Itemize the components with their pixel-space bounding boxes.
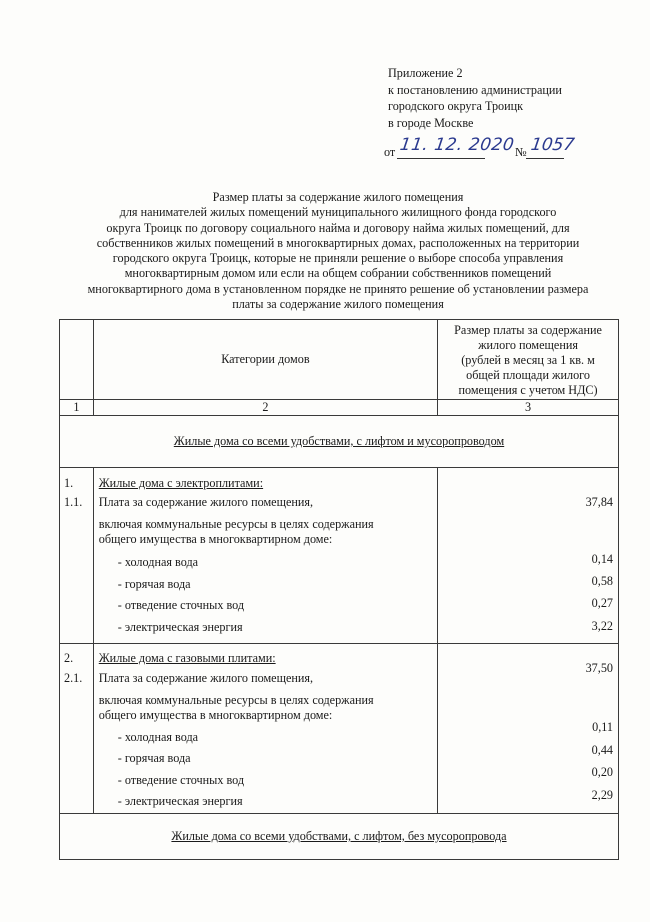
resource-value: 3,22 <box>591 619 613 633</box>
heading-line: округа Троицк по договору социального найма и договору найма жилых помещений, для <box>106 220 570 235</box>
appendix-line: в городе Москве <box>388 115 474 130</box>
appendix-line: к постановлению администрации <box>388 82 562 97</box>
fee-table <box>59 319 619 860</box>
appendix-line: Приложение 2 <box>388 66 463 80</box>
fee-value: 37,84 <box>585 495 613 509</box>
block-number: 1. <box>64 476 74 490</box>
decree-reference <box>384 135 584 163</box>
heading-line: для нанимателей жилых помещений муниципального жилищного фонда городского <box>119 205 557 220</box>
resource-item: - электрическая энергия <box>117 794 243 808</box>
resource-value: 0,11 <box>592 720 613 734</box>
appendix-line: городского округа Троицк <box>388 99 524 113</box>
date-prefix: от <box>384 145 396 159</box>
number-underline <box>526 158 564 159</box>
block-number-cell <box>60 644 94 814</box>
block-title: Жилые дома с газовыми плитами: <box>98 651 276 665</box>
resource-value: 0,27 <box>591 596 613 610</box>
fee-label: Плата за содержание жилого помещения, <box>98 671 314 685</box>
header-fee-line: Размер платы за содержание <box>454 323 602 337</box>
resource-item: - электрическая энергия <box>117 620 243 634</box>
block-number-cell <box>60 468 94 644</box>
decree-number: 1057 <box>529 135 576 155</box>
section-title: Жилые дома со всеми удобствами, с лифтом, без мусоропровода <box>60 814 619 860</box>
resource-value: 0,20 <box>591 765 613 779</box>
block-subnumber: 2.1. <box>64 671 83 685</box>
heading-line: платы за содержание жилого помещения <box>232 297 444 312</box>
resource-value: 0,58 <box>591 574 613 588</box>
header-fee-line: помещения с учетом НДС) <box>458 383 598 397</box>
included-line: общего имущества в многоквартирном доме: <box>98 532 333 546</box>
resource-item: - горячая вода <box>117 577 191 591</box>
date-underline <box>397 158 485 159</box>
header-fee-line: общей площади жилого <box>466 368 590 382</box>
fee-value: 37,50 <box>585 661 613 675</box>
resource-item: - холодная вода <box>117 730 199 744</box>
column-number: 1 <box>60 400 94 416</box>
block-description-cell <box>93 644 437 814</box>
column-number-row <box>60 400 619 416</box>
column-number: 3 <box>438 400 619 416</box>
resource-item: - отведение сточных вод <box>117 773 245 787</box>
heading-line: городского округа Троицк, которые не приняли решение о выборе способа управления <box>112 251 564 266</box>
header-categories: Категории домов <box>93 320 437 400</box>
included-line: включая коммунальные ресурсы в целях содержания <box>98 693 374 707</box>
header-fee-line: жилого помещения <box>478 338 578 352</box>
number-prefix: № <box>515 145 527 159</box>
section-row <box>60 814 619 860</box>
section-title: Жилые дома со всеми удобствами, с лифтом и мусоропроводом <box>60 416 619 468</box>
decree-date: 11. 12. 2020 <box>398 135 516 155</box>
section-row <box>60 416 619 468</box>
heading-line: многоквартирного дома в установленном порядке не принято решение об установлении размера <box>87 281 589 296</box>
resource-value: 0,14 <box>591 552 613 566</box>
included-line: общего имущества в многоквартирном доме: <box>98 708 333 722</box>
resource-item: - отведение сточных вод <box>117 598 245 612</box>
block-subnumber: 1.1. <box>64 495 83 509</box>
resource-value: 2,29 <box>591 788 613 802</box>
block-values-cell <box>438 468 619 644</box>
heading-line: собственников жилых помещений в многоквартирных домах, расположенных на территории <box>96 235 580 250</box>
header-fee <box>438 320 619 400</box>
block-row <box>60 468 619 644</box>
header-cell-empty <box>60 320 94 400</box>
included-line: включая коммунальные ресурсы в целях содержания <box>98 517 374 531</box>
heading-line: Размер платы за содержание жилого помещения <box>212 190 464 204</box>
heading-line: многоквартирным домом или если на общем собрании собственников помещений <box>124 266 552 281</box>
block-values-cell <box>438 644 619 814</box>
resource-value: 0,44 <box>591 743 613 757</box>
block-title: Жилые дома с электроплитами: <box>98 476 264 490</box>
header-fee-line: (рублей в месяц за 1 кв. м <box>461 353 595 367</box>
block-number: 2. <box>64 651 74 665</box>
table-header-row <box>60 320 619 400</box>
block-row <box>60 644 619 814</box>
document-heading <box>58 190 618 312</box>
resource-item: - горячая вода <box>117 751 191 765</box>
column-number: 2 <box>93 400 437 416</box>
block-description-cell <box>93 468 437 644</box>
resource-item: - холодная вода <box>117 555 199 569</box>
fee-label: Плата за содержание жилого помещения, <box>98 495 314 509</box>
appendix-block <box>388 65 562 131</box>
